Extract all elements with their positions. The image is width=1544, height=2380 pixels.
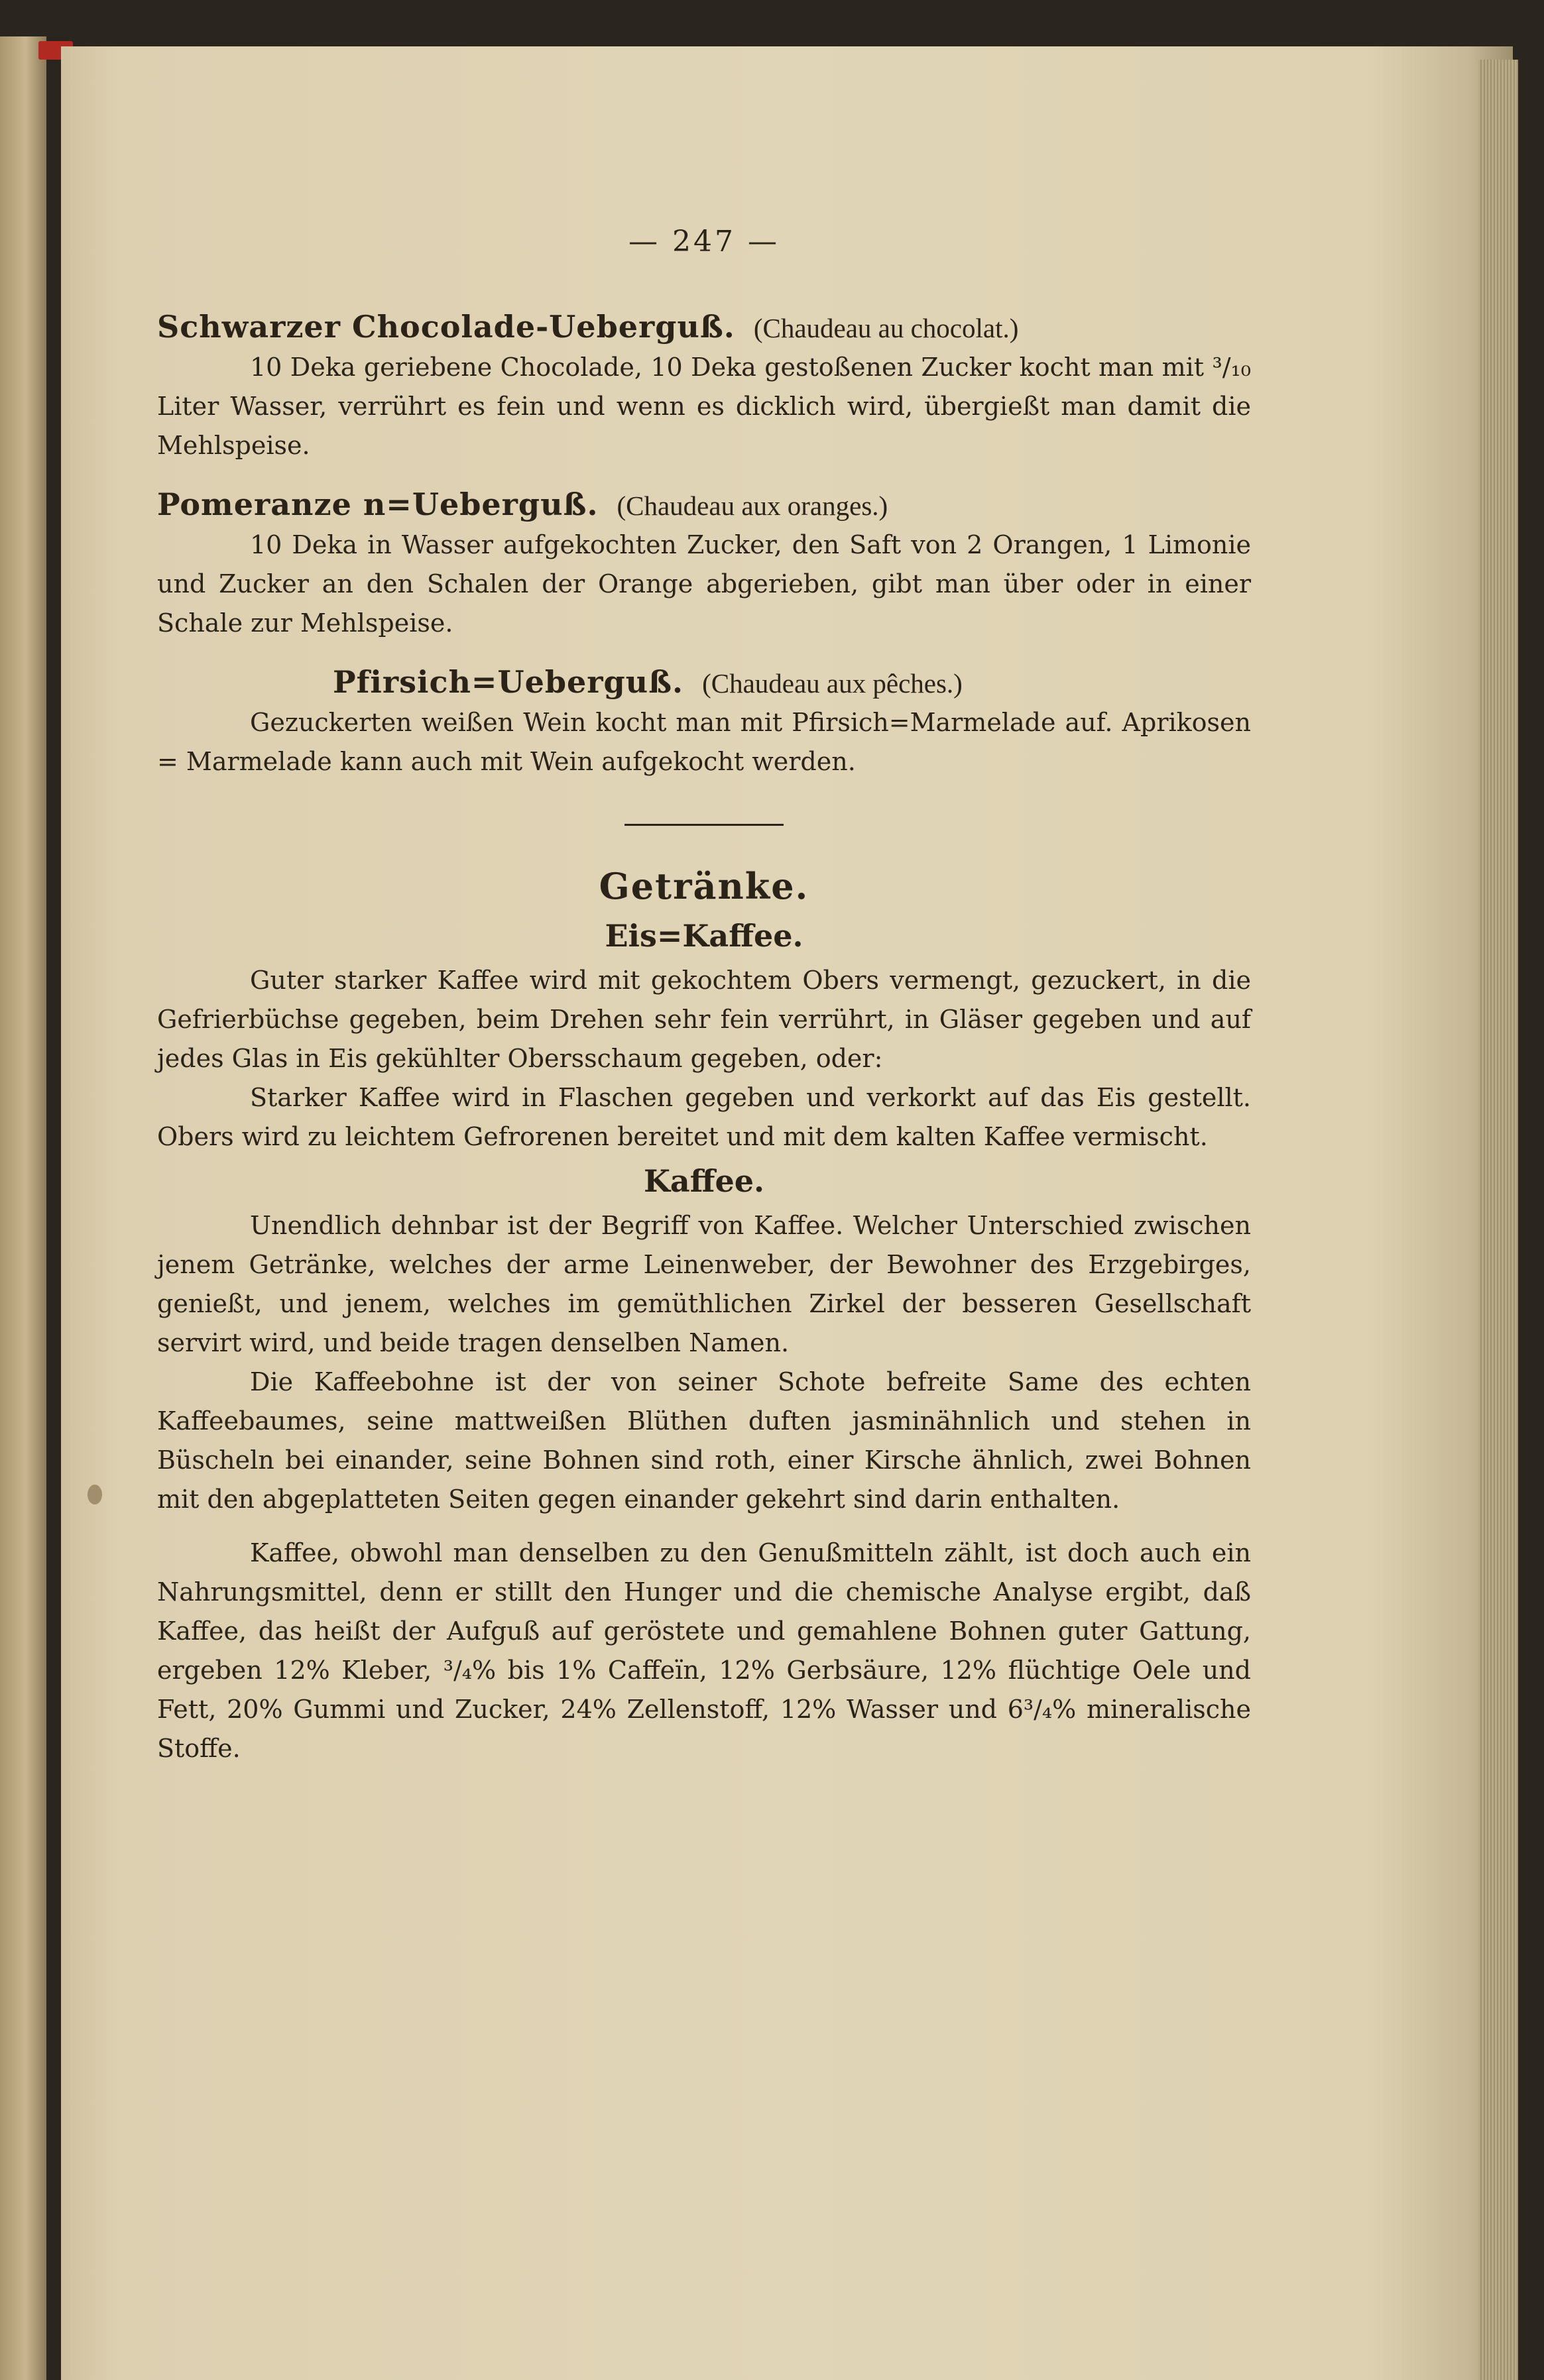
section-divider bbox=[624, 824, 784, 826]
recipe-heading bbox=[157, 308, 1251, 348]
recipe-text: 10 Deka in Wasser aufgekochten Zucker, den Saft von 2 Orangen, 1 Limonie und Zucker an den Schalen der Orange abgerieben, gibt man über oder in einer Schale zur Mehlspeise. bbox=[157, 530, 1251, 638]
recipe-pomeranze bbox=[157, 485, 1251, 643]
paragraph: Unendlich dehnbar ist der Begriff von Kaffee. Welcher Unterschied zwischen jenem Getränke, welches der arme Leinenweber, der Bewohner des Erzgebirges, genießt, und jenem, welches im gemüthlichen Zirkel der besseren Gesellschaft servirt wird, und beide tragen denselben Namen. bbox=[157, 1211, 1251, 1357]
paragraph: Die Kaffeebohne ist der von seiner Schote befreite Same des echten Kaffeebaumes, seine mattweißen Blüthen duften jasminähnlich und stehen in Büscheln bei einander, seine Bohnen sind roth, einer Kirsche ähnlich, zwei Bohnen mit den abgeplatteten Seiten gegen einander gekehrt sind darin enthalten. bbox=[157, 1367, 1251, 1514]
recipe-text: 10 Deka geriebene Chocolade, 10 Deka gestoßenen Zucker kocht man mit ³/₁₀ Liter Wasser, verrührt es fein und wenn es dicklich wird, übergießt man damit die Mehlspeise. bbox=[157, 353, 1251, 460]
paragraph: Starker Kaffee wird in Flaschen gegeben und verkorkt auf das Eis gestellt. Obers wird zu leichtem Gefrorenen bereitet und mit dem kalten Kaffee vermischt. bbox=[157, 1083, 1251, 1151]
recipe-title: Schwarzer Chocolade-Ueberguß. bbox=[157, 309, 735, 345]
page-text bbox=[157, 222, 1251, 1768]
paragraph: Guter starker Kaffee wird mit gekochtem Obers vermengt, gezuckert, in die Gefrierbüchse gegeben, beim Drehen sehr fein verrührt, in Gläser gegeben und auf jedes Glas in Eis gekühlter Obersschaum gegeben, oder: bbox=[157, 966, 1251, 1073]
recipe-title: Pfirsich=Ueberguß. bbox=[333, 664, 684, 700]
left-page-edge bbox=[0, 36, 46, 2380]
page-number: — 247 — bbox=[628, 225, 780, 258]
paper-stain bbox=[88, 1485, 102, 1504]
paragraph: Kaffee, obwohl man denselben zu den Genußmitteln zählt, ist doch auch ein Nahrungsmittel, denn er stillt den Hunger und die chemische Analyse ergibt, daß Kaffee, das heißt der Aufguß auf geröstete und gemahlene Bohnen guter Gattung, ergeben 12% Kleber, ³/₄% bis 1% Caffeïn, 12% Gerbsäure, 12% flüchtige Oele und Fett, 20% Gummi und Zucker, 24% Zellenstoff, 12% Wasser und 6³/₄% mineralische Stoffe. bbox=[157, 1538, 1251, 1763]
recipe-title-latin: (Chaudeau au chocolat.) bbox=[753, 313, 1019, 343]
recipe-pfirsich bbox=[157, 663, 1251, 781]
section-title: Getränke. bbox=[599, 865, 809, 907]
subsection-title-eis-kaffee: Eis=Kaffee. bbox=[605, 918, 803, 954]
recipe-title: Pomeranze n=Ueberguß. bbox=[157, 486, 599, 522]
subsection-title-kaffee: Kaffee. bbox=[643, 1163, 765, 1199]
recipe-heading bbox=[157, 485, 1251, 526]
recipe-title-latin: (Chaudeau aux oranges.) bbox=[617, 490, 888, 521]
recipe-chocolade bbox=[157, 308, 1251, 465]
page-fore-edge bbox=[1478, 60, 1518, 2380]
recipe-heading bbox=[157, 663, 1251, 703]
recipe-title-latin: (Chaudeau aux pêches.) bbox=[702, 668, 963, 699]
recipe-text: Gezuckerten weißen Wein kocht man mit Pfirsich=Marmelade auf. Aprikosen = Marmelade kann auch mit Wein aufgekocht werden. bbox=[157, 708, 1251, 776]
